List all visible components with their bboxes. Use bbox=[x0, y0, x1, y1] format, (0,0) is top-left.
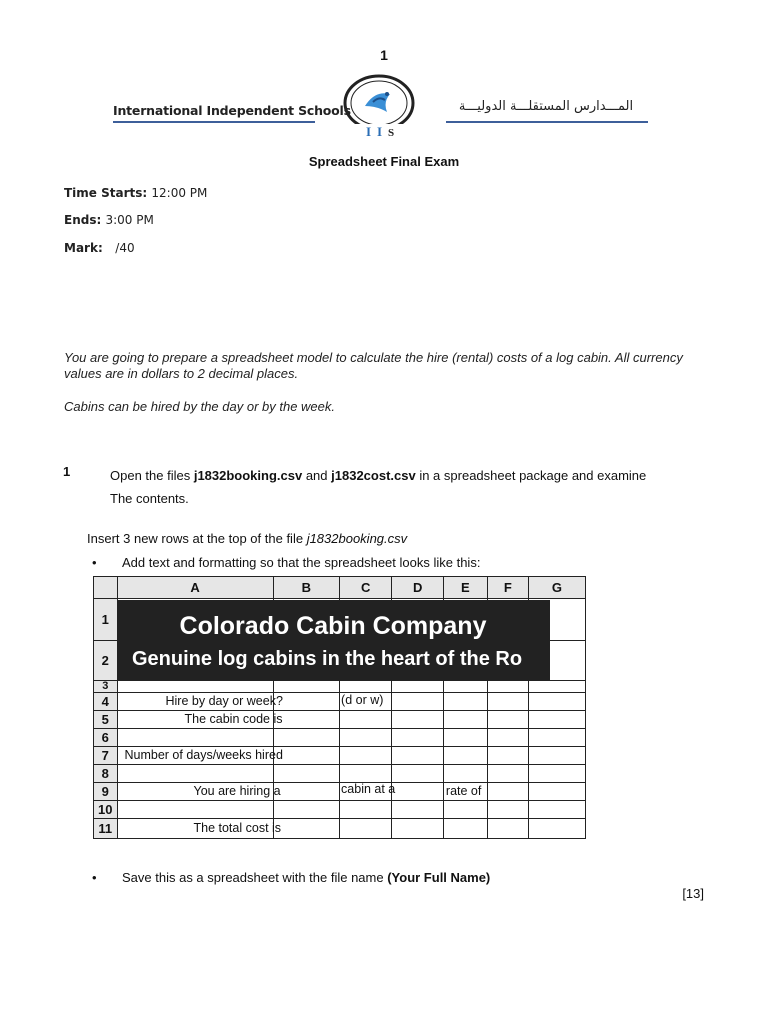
insert-instruction bbox=[87, 531, 407, 546]
question-line2: The contents. bbox=[110, 491, 189, 506]
save-prefix: Save this as a spreadsheet with the file name bbox=[122, 870, 388, 885]
insert-prefix: Insert 3 new rows at the top of the file bbox=[87, 531, 307, 546]
svg-text:Ι: Ι bbox=[366, 124, 372, 139]
intro-paragraph-1: You are going to prepare a spreadsheet model to calculate the hire (rental) costs of a log cabin. All currency values are in dollars to 2 decimal places. bbox=[64, 350, 683, 381]
exam-title: Spreadsheet Final Exam bbox=[308, 154, 460, 169]
col-header-b: B bbox=[273, 577, 340, 599]
bullet-add-text: Add text and formatting so that the spreadsheet looks like this: bbox=[122, 555, 481, 570]
row-header-6: 6 bbox=[94, 729, 118, 747]
mark bbox=[64, 241, 135, 255]
page-number: 1 bbox=[380, 47, 388, 63]
col-header-f: F bbox=[487, 577, 528, 599]
header-underline-right bbox=[446, 121, 648, 123]
row-header-11: 11 bbox=[94, 819, 118, 839]
time-starts bbox=[64, 186, 207, 200]
save-file-name: (Your Full Name) bbox=[387, 870, 491, 885]
ends-label: Ends: bbox=[64, 213, 102, 227]
mark-label: Mark: bbox=[64, 241, 103, 255]
mark-value: /40 bbox=[115, 241, 135, 255]
row-header-3: 3 bbox=[94, 681, 118, 693]
file-name-cost: j1832cost.csv bbox=[331, 468, 416, 483]
row-header-7: 7 bbox=[94, 747, 118, 765]
school-logo bbox=[335, 72, 423, 142]
col-header-c: C bbox=[340, 577, 392, 599]
row-header-5: 5 bbox=[94, 711, 118, 729]
ends-value: 3:00 PM bbox=[105, 213, 154, 227]
question-line1-prefix: Open the files bbox=[110, 468, 194, 483]
row-header-1: 1 bbox=[94, 599, 118, 641]
cell-c9: cabin at a bbox=[341, 782, 396, 796]
cell-a5: The cabin code is bbox=[184, 712, 283, 726]
col-header-g: G bbox=[528, 577, 585, 599]
cell-a7: Number of days/weeks hired bbox=[124, 748, 283, 762]
svg-text:S: S bbox=[388, 127, 395, 139]
col-header-e: E bbox=[443, 577, 487, 599]
school-name-english: International Independent Schools bbox=[113, 103, 351, 118]
question-line1-suffix: in a spreadsheet package and examine bbox=[415, 468, 647, 483]
row-header-8: 8 bbox=[94, 765, 118, 783]
file-name-booking: j1832booking.csv bbox=[193, 468, 303, 483]
cell-a9: You are hiring a bbox=[193, 784, 281, 798]
col-header-a: A bbox=[117, 577, 273, 599]
sheet-banner bbox=[118, 600, 550, 681]
cell-c4: (d or w) bbox=[341, 693, 384, 707]
svg-text:Ι: Ι bbox=[377, 124, 383, 139]
school-name-arabic: المـــدارس المستقلـــة الدوليـــة bbox=[458, 99, 634, 114]
marks-total: [13] bbox=[682, 886, 704, 901]
bullet-marker: • bbox=[92, 555, 97, 570]
intro-paragraph-2: Cabins can be hired by the day or by the week. bbox=[64, 399, 335, 414]
row-header-9: 9 bbox=[94, 783, 118, 801]
bullet-marker-2: • bbox=[92, 870, 97, 885]
ends bbox=[64, 213, 154, 227]
bullet-save bbox=[122, 870, 490, 885]
row-header-4: 4 bbox=[94, 693, 118, 711]
cell-a4: Hire by day or week? bbox=[165, 694, 283, 708]
time-starts-label: Time Starts: bbox=[64, 186, 148, 200]
cell-e9: rate of bbox=[445, 784, 482, 798]
banner-subtitle: Genuine log cabins in the heart of the Ro bbox=[132, 648, 523, 670]
question-number: 1 bbox=[63, 464, 71, 479]
time-starts-value: 12:00 PM bbox=[151, 186, 208, 200]
insert-file: j1832booking.csv bbox=[306, 531, 408, 546]
col-header-d: D bbox=[392, 577, 443, 599]
row-header-2: 2 bbox=[94, 641, 118, 681]
cell-a11: The total cost is bbox=[193, 821, 282, 835]
header-underline-left bbox=[113, 121, 315, 123]
sheet-corner bbox=[94, 577, 118, 599]
banner-title: Colorado Cabin Company bbox=[179, 612, 487, 640]
question-line1-and: and bbox=[302, 468, 332, 483]
question-text bbox=[110, 464, 710, 510]
row-header-10: 10 bbox=[94, 801, 118, 819]
